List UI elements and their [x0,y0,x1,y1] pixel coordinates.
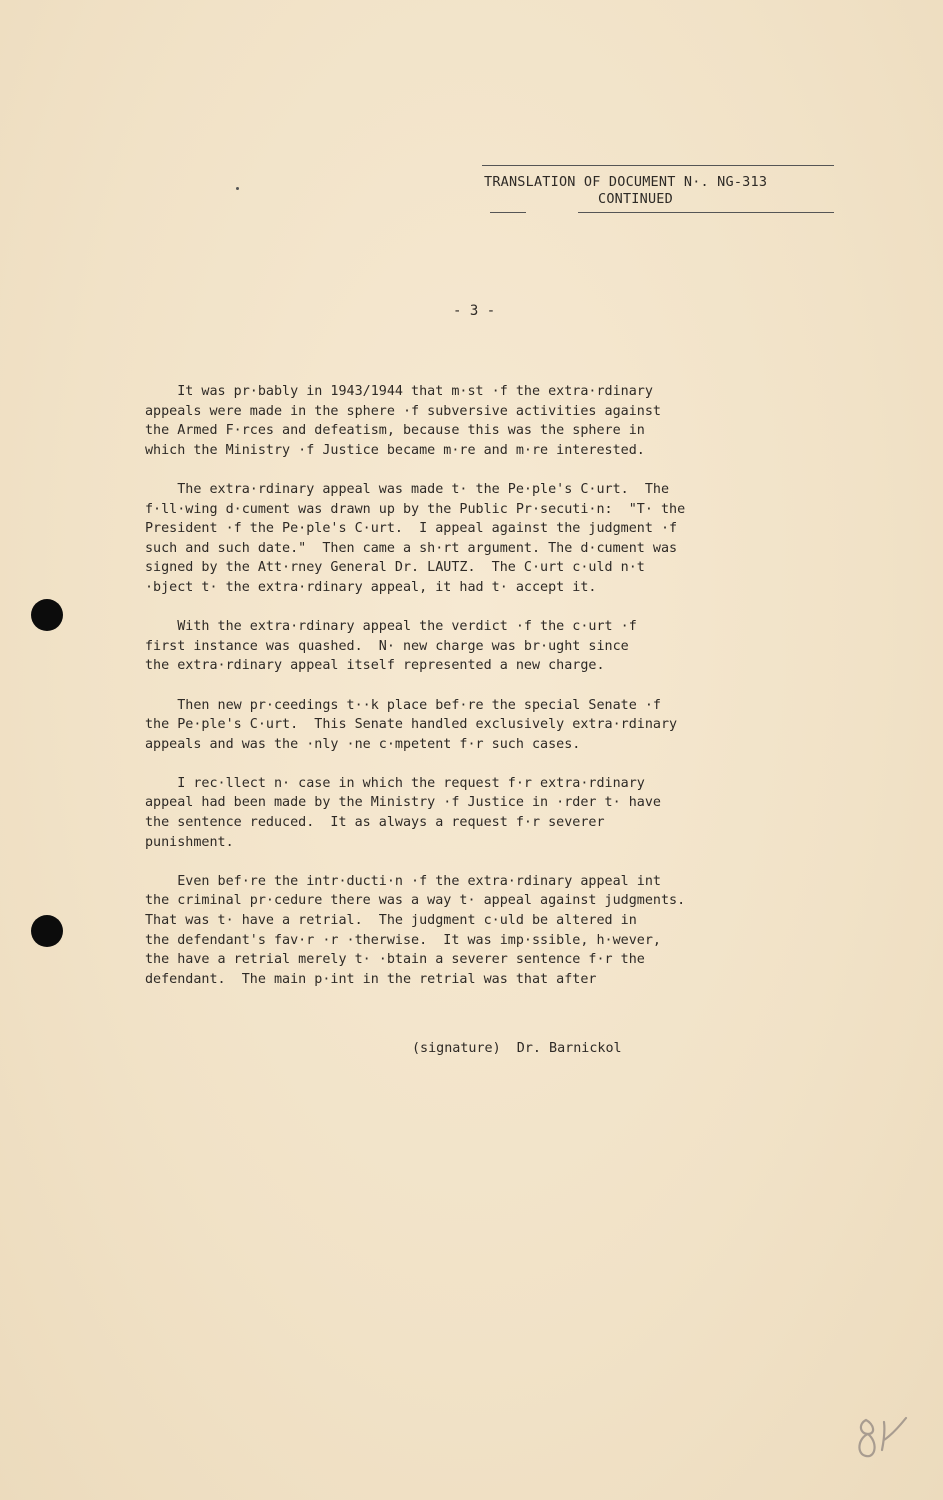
text-line: appeals and was the ·nly ·ne c·mpetent f·r such cases. [145,736,581,752]
text-line: The extra·rdinary appeal was made t· the Pe·ple's C·urt. The [145,481,670,497]
paragraph-5 [145,774,805,852]
header-rule-bottom [482,212,834,214]
text-line: the Armed F·rces and defeatism, because this was the sphere in [145,423,645,439]
text-line: Then new pr·ceedings t··k place bef·re the special Senate ·f [145,697,661,713]
text-line: the defendant's fav·r ·r ·therwise. It was imp·ssible, h·wever, [145,932,661,948]
text-line: f·ll·wing d·cument was drawn up by the Public Pr·secuti·n: "T· the [145,501,686,517]
text-line: appeal had been made by the Ministry ·f Justice in ·rder t· have [145,795,661,811]
page-number: - 3 - [453,303,496,319]
text-line: first instance was quashed. N· new charge was br·ught since [145,638,629,654]
header-title: TRANSLATION OF DOCUMENT N·. NG-313 [484,174,768,190]
text-line: With the extra·rdinary appeal the verdict ·f the c·urt ·f [145,619,637,635]
text-line: President ·f the Pe·ple's C·urt. I appeal against the judgment ·f [145,521,678,537]
document-header [482,165,834,214]
text-line: such and such date." Then came a sh·rt argument. The d·cument was [145,540,678,556]
text-line: which the Ministry ·f Justice became m·re and m·re interested. [145,442,645,458]
text-line: appeals were made in the sphere ·f subversive activities against [145,403,661,419]
punch-hole-bottom [31,915,63,947]
document-body [145,382,805,1009]
speck [236,187,239,190]
text-line: I rec·llect n· case in which the request f·r extra·rdinary [145,775,645,791]
text-line: ·bject t· the extra·rdinary appeal, it had t· accept it. [145,579,597,595]
text-line: Even bef·re the intr·ducti·n ·f the extra·rdinary appeal int [145,873,661,889]
text-line: signed by the Att·rney General Dr. LAUTZ. The C·urt c·uld n·t [145,560,645,576]
text-line: It was pr·bably in 1943/1944 that m·st ·f the extra·rdinary [145,384,653,399]
punch-hole-top [31,599,63,631]
paragraph-6 [145,872,805,990]
paragraph-1 [145,382,805,460]
text-line: the criminal pr·cedure there was a way t· appeal against judgments. [145,893,686,909]
header-rule-top [482,165,834,166]
text-line: defendant. The main p·int in the retrial was that after [145,971,597,987]
header-continued: CONTINUED [598,191,673,207]
text-line: the sentence reduced. It as always a request f·r severer [145,815,605,831]
text-line: punishment. [145,834,234,850]
text-line: That was t· have a retrial. The judgment c·uld be altered in [145,913,637,929]
text-line: the extra·rdinary appeal itself represented a new charge. [145,658,605,674]
handwritten-mark [852,1410,912,1470]
paragraph-4 [145,696,805,755]
text-line: the have a retrial merely t· ·btain a severer sentence f·r the [145,952,645,968]
paragraph-3 [145,617,805,676]
text-line: the Pe·ple's C·urt. This Senate handled exclusively extra·rdinary [145,717,678,733]
signature-line: (signature) Dr. Barnickol [412,1041,622,1056]
paragraph-2 [145,480,805,598]
